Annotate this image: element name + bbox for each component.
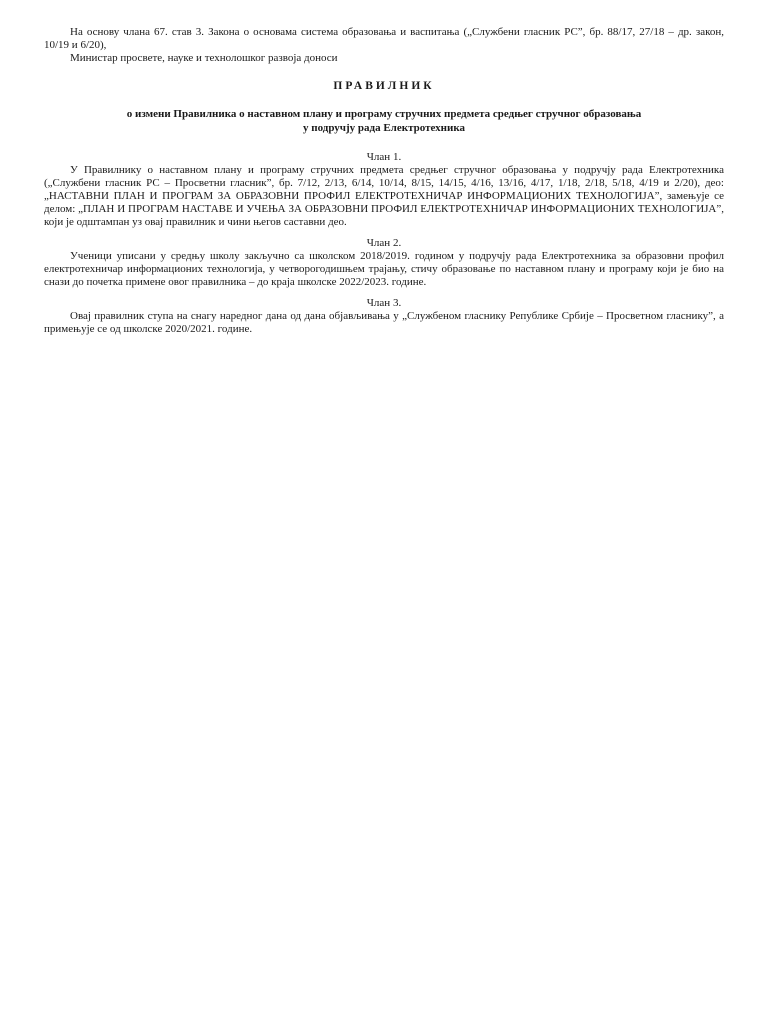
legal-basis-paragraph: На основу члана 67. став 3. Закона о основама система образовања и васпитања („Службени гласник РС”, бр. 88/17, 27/18 – др. закон, 10/19 и 6/20),: [44, 26, 724, 51]
article-1-heading: Члан 1.: [366, 151, 402, 163]
minister-statement: Министар просвете, науке и технолошког развоја доноси: [70, 52, 338, 64]
article-2-text: Ученици уписани у средњу школу закључно са школском 2018/2019. годином у подручју рада Електротехника за образовни профил електротехничар информационих технологија, у четворогодишњем трајању, стичу образовање по наставном плану и програму који је био на снази до почетка примене овог правилника – до краја школске 2022/2023. године.: [44, 250, 724, 288]
document-title: ПРАВИЛНИК: [333, 80, 435, 92]
document-page: [44, 26, 724, 336]
article-3-heading: Члан 3.: [366, 297, 402, 309]
article-2-heading: Члан 2.: [366, 237, 402, 249]
subtitle-line-2: у подручју рада Електротехника: [302, 122, 465, 134]
subtitle-line-1: о измени Правилника о наставном плану и програму стручних предмета средњег стручног образовања: [126, 108, 642, 120]
document-subtitle: [44, 107, 724, 135]
article-1-text: У Правилнику о наставном плану и програму стручних предмета средњег стручног образовања у подручју рада Електротехника („Службени гласник РС – Просветни гласник”, бр. 7/12, 2/13, 6/14, 10/14, 8/15, 14/15, 4/16, 13/16, 4/17, 1/18, 2/18, 5/18, 4/19 и 2/20), део: „НАСТАВНИ ПЛАН И ПРОГРАМ ЗА ОБРАЗОВНИ ПРОФИЛ ЕЛЕКТРОТЕХНИЧАР ИНФОРМАЦИОНИХ ТЕХНОЛОГИЈА”, замењује се делом: „ПЛАН И ПРОГРАМ НАСТАВЕ И УЧЕЊА ЗА ОБРАЗОВНИ ПРОФИЛ ЕЛЕКТРОТЕХНИЧАР ИНФОРМАЦИОНИХ ТЕХНОЛОГИЈА”, који је одштампан уз овај правилник и чини његов саставни део.: [44, 164, 724, 228]
article-3-text: Овај правилник ступа на снагу наредног дана од дана објављивања у „Службеном гласнику Републике Србије – Просветном гласнику”, а примењује се од школске 2020/2021. године.: [44, 310, 724, 335]
